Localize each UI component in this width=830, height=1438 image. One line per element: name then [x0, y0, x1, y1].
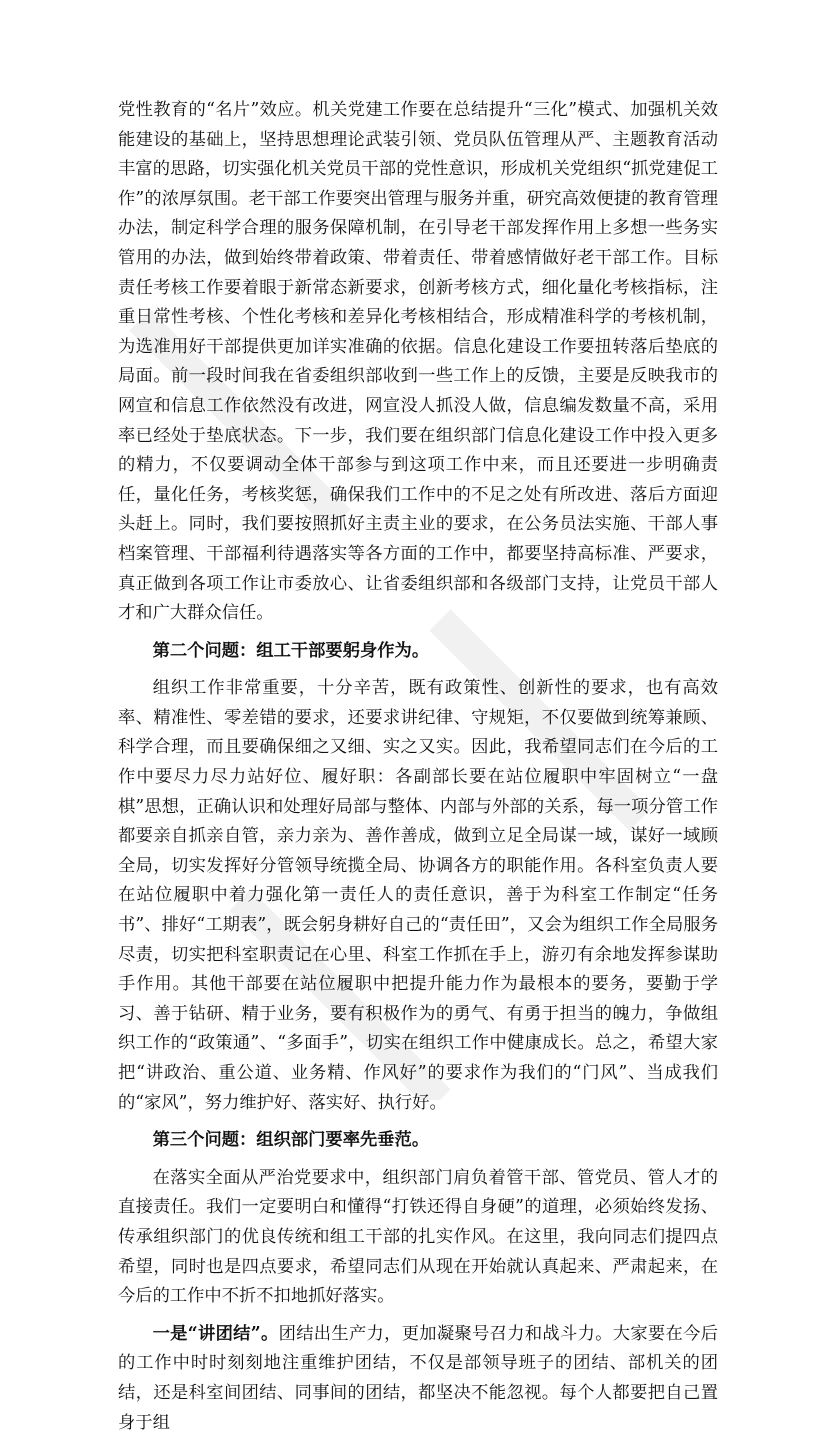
- paragraph-1: 党性教育的“名片”效应。机关党建工作要在总结提升“三化”模式、加强机关效能建设的基础上，坚持思想理论武装引领、党员队伍管理从严、主题教育活动丰富的思路，切实强化机关党员干部的党性意识，形成机关党组织“抓党建促工作”的浓厚氛围。老干部工作要突出管理与服务并重，研究高效便捷的教育管理办法，制定科学合理的服务保障机制，在引导老干部发挥作用上多想一些务实管用的办法，做到始终带着政策、带着责任、带着感情做好老干部工作。目标责任考核工作要着眼于新常态新要求，创新考核方式，细化量化考核指标，注重日常性考核、个性化考核和差异化考核相结合，形成精准科学的考核机制，为选准用好干部提供更加详实准确的依据。信息化建设工作要扭转落后垫底的局面。前一段时间我在省委组织部收到一些工作上的反馈，主要是反映我市的网宣和信息工作依然没有改进，网宣没人抓没人做，信息编发数量不高，采用率已经处于垫底状态。下一步，我们要在组织部门信息化建设工作中投入更多的精力，不仅要调动全体干部参与到这项工作中来，而且还要进一步明确责任，量化任务，考核奖惩，确保我们工作中的不足之处有所改进、落后方面迎头赶上。同时，我们要按照抓好主责主业的要求，在公务员法实施、干部人事档案管理、干部福利待遇落实等各方面的工作中，都要坚持高标准、严要求，真正做到各项工作让市委放心、让省委组织部和各级部门支持，让党员干部人才和广大群众信任。: [118, 100, 718, 624]
- paragraph-2: 组织工作非常重要，十分辛苦，既有政策性、创新性的要求，也有高效率、精准性、零差错的要求，还要求讲纪律、守规矩，不仅要做到统筹兼顾、科学合理，而且要确保细之又细、实之又实。因此，我希望同志们在今后的工作中要尽力尽力站好位、履好职：各副部长要在站位履职中牢固树立“一盘棋”思想，正确认识和处理好局部与整体、内部与外部的关系，每一项分管工作都要亲自抓亲自管，亲力亲为、善作善成，做到立足全局谋一域，谋好一域顾全局，切实发挥好分管领导统揽全局、协调各方的职能作用。各科室负责人要在站位履职中着力强化第一责任人的责任意识，善于为科室工作制定“任务书”、排好“工期表”，既会躬身耕好自己的“责任田”，又会为组织工作全局服务尽责，切实把科室职责记在心里、科室工作抓在手上，游刃有余地发挥参谋助手作用。其他干部要在站位履职中把提升能力作为最根本的要务，要勤于学习、善于钻研、精于业务，要有积极作为的勇气、有勇于担当的魄力，争做组织工作的“政策通”、“多面手”，切实在组织工作中健康成长。总之，希望大家把“讲政治、重公道、业务精、作风好”的要求作为我们的“门风”、当成我们的“家风”，努力维护好、落实好、执行好。: [118, 678, 718, 1113]
- paragraph-4-lead: 一是“讲团结”。: [152, 1323, 279, 1344]
- section-heading-3: 第三个问题：组织部门要率先垂范。: [152, 1130, 430, 1151]
- paragraph-3: 在落实全面从严治党要求中，组织部门肩负着管干部、管党员、管人才的直接责任。我们一定要明白和懂得“打铁还得自身硬”的道理，必须始终发扬、传承组织部门的优良传统和组工干部的扎实作风。在这里，我向同志们提四点希望，同时也是四点要求，希望同志们从现在开始就认真起来、严肃起来，在今后的工作中不折不扣地抓好落实。: [118, 1167, 718, 1307]
- paragraph-4-body: 团结出生产力，更加凝聚号召力和战斗力。大家要在今后的工作中时时刻刻地注重维护团结，不仅是部领导班子的团结、部机关的团结，还是科室间团结、同事间的团结，都坚决不能忽视。每个人都要把自己置身于组: [118, 1323, 718, 1433]
- document-page: [118, 96, 718, 1438]
- section-heading-2: 第二个问题：组工干部要躬身作为。: [152, 640, 430, 661]
- paragraph-4: [118, 1320, 718, 1438]
